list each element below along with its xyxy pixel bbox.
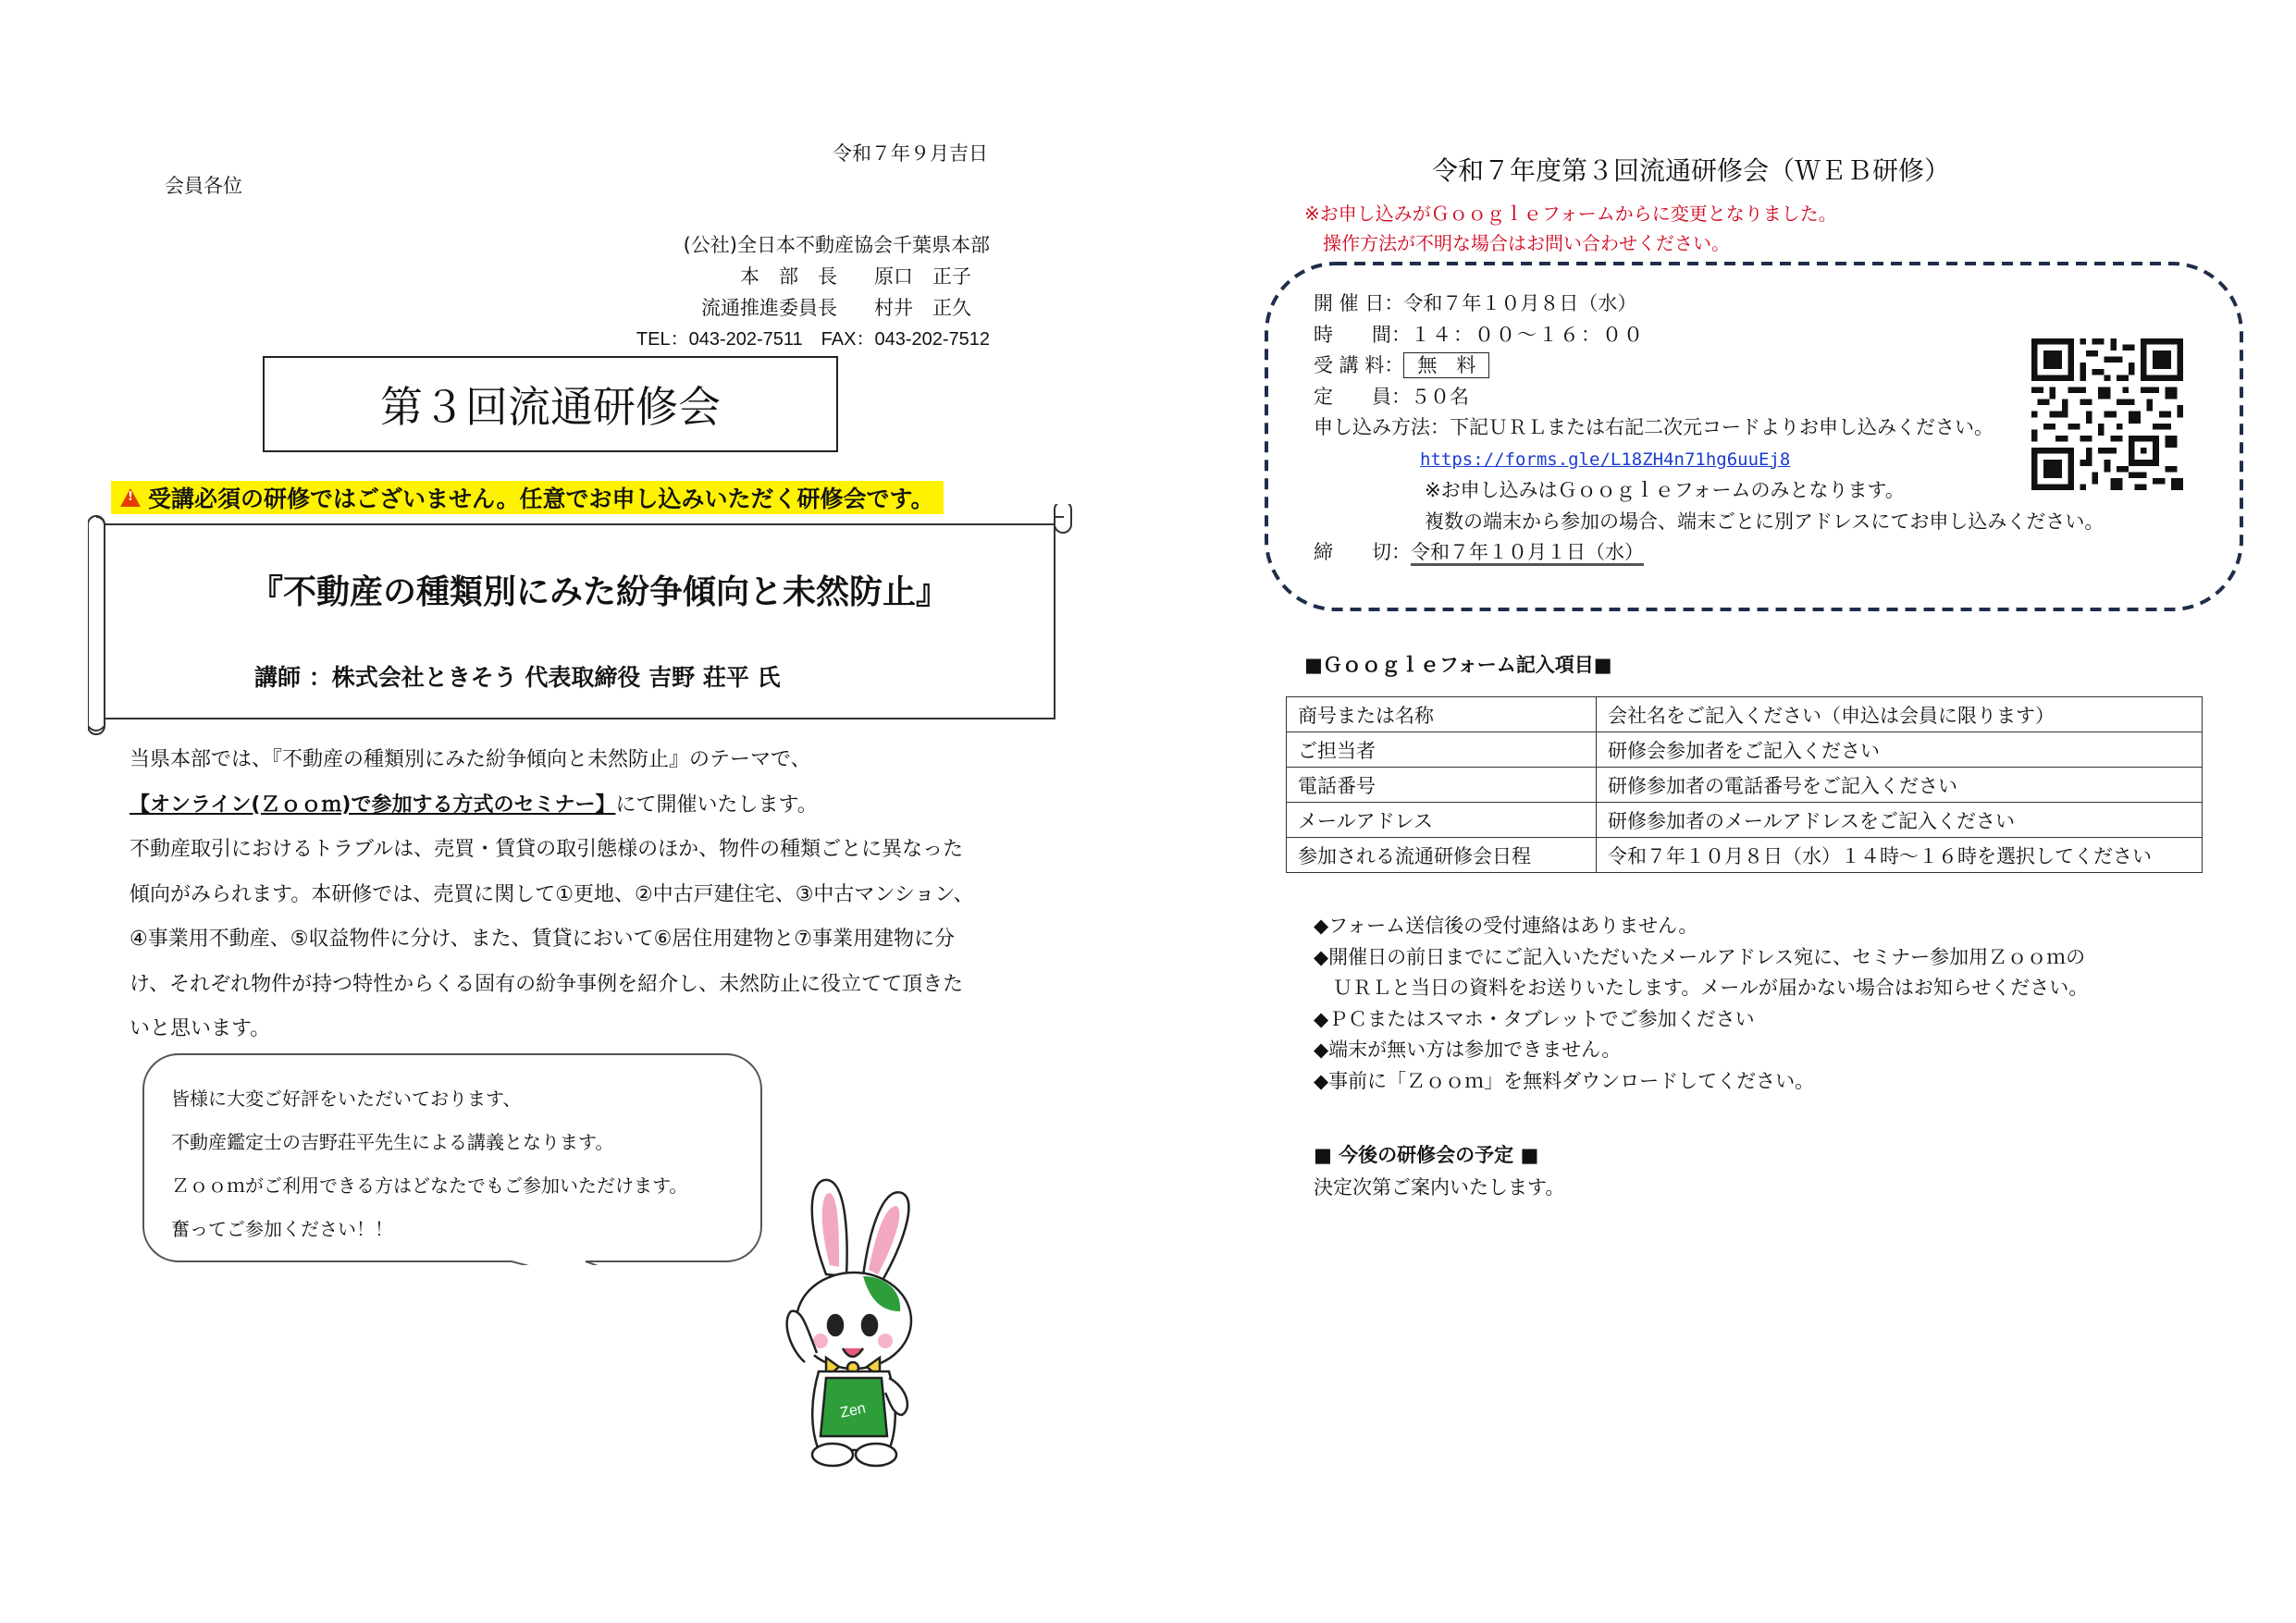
future-schedule-text: 決定次第ご案内いたします。 <box>1314 1176 1565 1199</box>
info-apply-note-1: ※お申し込みはＧｏｏｇｌｅフォームのみとなります。 <box>1425 479 1905 501</box>
intro-line-2-rest: にて開催いたします。 <box>615 793 818 817</box>
info-deadline-label: 締 切： <box>1314 541 1411 563</box>
future-schedule-heading: ■ 今後の研修会の予定 ■ <box>1314 1144 1539 1166</box>
info-apply-note-2: 複数の端末から参加の場合、端末ごとに別アドレスにてお申し込みください。 <box>1425 510 2105 533</box>
info-deadline-value: 令和７年１０月１日（水） <box>1411 541 1644 566</box>
field-name: 参加される流通研修会日程 <box>1287 838 1597 873</box>
info-capacity-label: 定 員： <box>1314 385 1411 408</box>
mascot-apron-label: Zen <box>838 1400 868 1421</box>
field-name: ご担当者 <box>1287 732 1597 768</box>
info-apply-label: 申し込み方法： <box>1314 416 1450 438</box>
scroll-banner <box>88 504 1073 740</box>
notes-list <box>1314 911 2088 1097</box>
bubble-line-3: Ｚｏｏｍがご利用できる方はどなたでもご参加いただけます。 <box>171 1174 688 1197</box>
note-item: ◆開催日の前日までにご記入いただいたメールアドレス宛に、セミナー参加用Ｚｏｏｍの <box>1314 945 2086 968</box>
bubble-line-2: 不動産鑑定士の吉野荘平先生による講義となります。 <box>171 1131 614 1153</box>
event-info <box>1314 289 2104 569</box>
issuer-row-2 <box>629 292 990 324</box>
intro-line-7: いと思います。 <box>130 1017 271 1040</box>
form-change-note-2: 操作方法が不明な場合はお問い合わせください。 <box>1304 232 1730 254</box>
issuer-org-text: (公社)全日本不動産協会千葉県本部 <box>683 234 990 256</box>
note-item: ◆事前に「Ｚｏｏｍ」を無料ダウンロードしてください。 <box>1314 1069 1815 1092</box>
issuer-title-1: 本 部 長 <box>740 265 837 288</box>
field-name: メールアドレス <box>1287 803 1597 838</box>
info-time-value: １４：００～１６：００ <box>1411 323 1645 346</box>
info-capacity-row <box>1314 382 2104 413</box>
field-description: 会社名をご記入ください（申込は会員に限ります） <box>1597 697 2203 732</box>
info-time-label: 時 間： <box>1314 323 1411 346</box>
notice-text: 受講必須の研修ではございません。任意でお申し込みいただく研修会です。 <box>148 486 934 512</box>
issue-date: 令和７年９月吉日 <box>833 142 988 165</box>
event-title: 令和７年度第３回流通研修会（ＷＥＢ研修） <box>1432 155 1951 186</box>
field-description: 研修参加者の電話番号をご記入ください <box>1597 768 2203 803</box>
info-date-row <box>1314 289 2104 320</box>
table-row <box>1287 732 2203 768</box>
issuer-org <box>629 229 990 261</box>
info-fee-value: 無 料 <box>1403 352 1489 378</box>
info-date-value: 令和７年１０月８日（水） <box>1403 292 1637 314</box>
info-time-row <box>1314 320 2104 351</box>
field-description: 令和７年１０月８日（水）１４時～１６時を選択してください <box>1597 838 2203 873</box>
field-description: 研修会参加者をご記入ください <box>1597 732 2203 768</box>
rabbit-mascot <box>754 1173 953 1478</box>
table-row <box>1287 803 2203 838</box>
bubble-line-1: 皆様に大変ご好評をいただいております、 <box>171 1088 522 1110</box>
issuer-contact <box>629 324 990 355</box>
note-item: ◆ＰＣまたはスマホ・タブレットでご参加ください <box>1314 1007 1755 1030</box>
info-deadline-row <box>1314 537 2104 569</box>
bubble-text <box>171 1077 687 1251</box>
table-row <box>1287 768 2203 803</box>
issuer-name-1: 原口 正子 <box>874 265 971 288</box>
lecturer: 講師 ：株式会社ときそう 代表取締役 吉野 荘平 氏 <box>254 664 781 691</box>
info-date-label: 開 催 日： <box>1314 292 1404 314</box>
form-fields-table <box>1286 696 2203 873</box>
intro-text <box>130 738 974 1052</box>
issuer-contact-text: TEL：043-202-7511 FAX：043-202-7512 <box>636 329 990 350</box>
issuer-row-1 <box>629 261 990 292</box>
field-name: 商号または名称 <box>1287 697 1597 732</box>
issuer-title-2: 流通推進委員長 <box>701 297 837 319</box>
info-fee-row <box>1314 350 2104 382</box>
form-fields-heading: ■Ｇｏｏｇｌｅフォーム記入項目■ <box>1304 654 1612 676</box>
intro-line-4: 傾向がみられます。本研修では、売買に関して①更地、②中古戸建住宅、③中古マンション、 <box>130 882 974 906</box>
info-url-row <box>1314 444 2104 476</box>
form-change-note-1: ※お申し込みがＧｏｏｇｌｅフォームからに変更となりました。 <box>1304 203 1837 225</box>
google-form-link[interactable]: https://forms.gle/L18ZH4n71hg6uuEj8 <box>1420 449 1791 470</box>
addressee: 会員各位 <box>165 175 242 197</box>
issuer-block <box>629 229 990 355</box>
info-capacity-value: ５０名 <box>1411 385 1469 408</box>
info-fee-label: 受 講 料： <box>1314 354 1404 376</box>
table-row <box>1287 697 2203 732</box>
seminar-title: 『不動産の種類別にみた紛争傾向と未然防止』 <box>250 572 950 611</box>
note-item: ◆フォーム送信後の受付連絡はありません。 <box>1314 915 1698 937</box>
qr-code[interactable] <box>2031 338 2183 490</box>
intro-line-5: ④事業用不動産、⑤収益物件に分け、また、賃貸において⑥居住用建物と⑦事業用建物に分 <box>130 928 956 951</box>
document-title: 第３回流通研修会 <box>263 356 838 452</box>
note-item-continued: ＵＲＬと当日の資料をお送りいたします。メールが届かない場合はお知らせください。 <box>1314 977 2089 999</box>
note-item: ◆端末が無い方は参加できません。 <box>1314 1039 1622 1061</box>
bubble-line-4: 奮ってご参加ください！！ <box>171 1218 393 1240</box>
info-apply-value: 下記ＵＲＬまたは右記二次元コードよりお申し込みください。 <box>1450 416 1994 438</box>
table-row <box>1287 838 2203 873</box>
field-description: 研修参加者のメールアドレスをご記入ください <box>1597 803 2203 838</box>
online-format-emphasis: 【オンライン(Ｚｏｏｍ)で参加する方式のセミナー】 <box>130 793 616 817</box>
info-apply-row <box>1314 412 2104 444</box>
issuer-name-2: 村井 正久 <box>874 297 971 319</box>
intro-line-1: 当県本部では、『不動産の種類別にみた紛争傾向と未然防止』のテーマで、 <box>130 748 811 771</box>
intro-line-3: 不動産取引におけるトラブルは、売買・賃貸の取引態様のほか、物件の種類ごとに異なった <box>130 838 964 861</box>
field-name: 電話番号 <box>1287 768 1597 803</box>
intro-line-6: け、それぞれ物件が持つ特性からくる固有の紛争事例を紹介し、未然防止に役立てて頂きた <box>130 972 964 996</box>
intro-line-2 <box>130 783 974 829</box>
form-change-note <box>1304 199 1837 258</box>
